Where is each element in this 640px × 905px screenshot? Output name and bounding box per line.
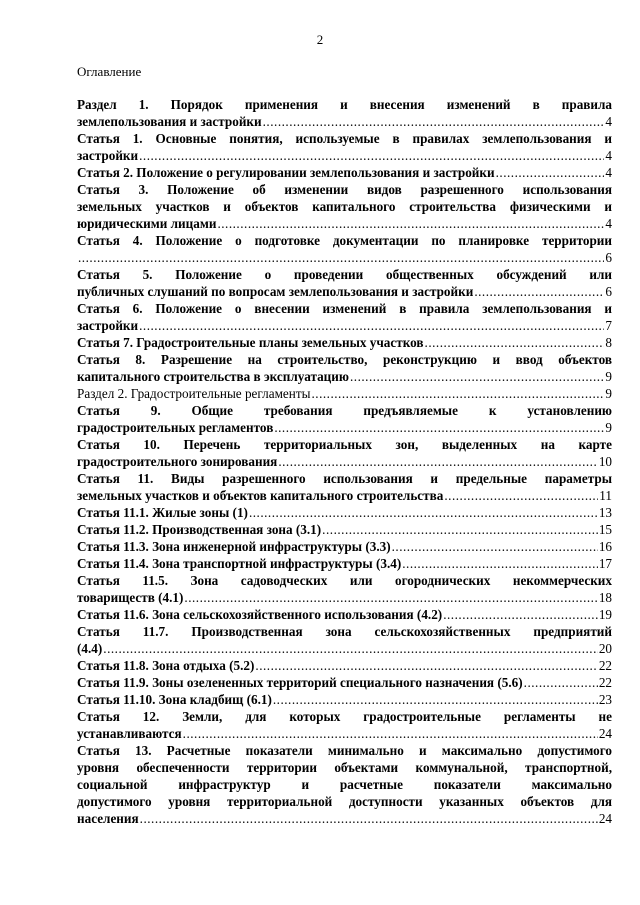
toc-entry[interactable]: [77, 606, 612, 623]
toc-entry-title: Статья 11.3. Зона инженерной инфраструктуры (3.3): [77, 539, 391, 554]
toc-entry-last-line: [77, 657, 612, 674]
toc-entry-page: 7: [605, 318, 612, 333]
toc-entry-last-line: [77, 113, 612, 130]
dot-leader: [350, 368, 604, 385]
toc-entry-last-line: [77, 368, 612, 385]
toc-entry-last-line: [77, 385, 612, 402]
toc-entry-last-line: [77, 487, 612, 504]
toc-entry-line: допустимого уровня территориальной доступности указанных объектов для: [77, 794, 612, 809]
toc-entry[interactable]: [77, 674, 612, 691]
toc-entry-last-line: [77, 164, 612, 181]
toc-entry[interactable]: [77, 181, 612, 232]
toc-entry[interactable]: [77, 470, 612, 504]
toc-entry[interactable]: [77, 504, 612, 521]
toc-entry-title: Статья 2. Положение о регулировании землепользования и застройки: [77, 165, 495, 180]
toc-entry-last-line: [77, 691, 612, 708]
toc-entry-line: Статья 3. Положение об изменении видов разрешенного использования: [77, 182, 612, 197]
dot-leader: [78, 249, 604, 266]
toc-entry-last-line: [77, 521, 612, 538]
toc-entry-page: 9: [605, 369, 612, 384]
toc-entry-line: Статья 12. Земли, для которых градостроительные регламенты не: [77, 709, 612, 724]
toc-entry-page: 20: [598, 641, 612, 656]
dot-leader: [273, 691, 598, 708]
toc-entry-last-line: [77, 674, 612, 691]
toc-entry-line: Статья 11. Виды разрешенного использования и предельные параметры: [77, 471, 612, 486]
toc-entry-line: Раздел 1. Порядок применения и внесения изменений в правила: [77, 97, 612, 112]
toc-entry-page: 6: [605, 284, 612, 299]
toc-entry[interactable]: [77, 385, 612, 402]
toc-entry-last-line: [77, 810, 612, 827]
toc-entry[interactable]: [77, 402, 612, 436]
toc-entry-title: застройки: [77, 148, 139, 163]
toc-entry[interactable]: [77, 232, 612, 266]
toc-entry-page: 19: [598, 607, 612, 622]
dot-leader: [524, 674, 598, 691]
toc-entry-page: 13: [598, 505, 612, 520]
toc-entry[interactable]: [77, 300, 612, 334]
toc-entry-title: градостроительного зонирования: [77, 454, 278, 469]
toc-entry-title: градостроительных регламентов: [77, 420, 274, 435]
table-of-contents: [77, 96, 612, 827]
toc-entry-page: 6: [605, 250, 612, 265]
toc-entry-page: 10: [598, 454, 612, 469]
dot-leader: [140, 810, 598, 827]
toc-entry-title: Статья 11.6. Зона сельскохозяйственного использования (4.2): [77, 607, 443, 622]
toc-entry-line: Статья 6. Положение о внесении изменений в правила землепользования и: [77, 301, 612, 316]
toc-entry-title: Статья 11.8. Зона отдыха (5.2): [77, 658, 255, 673]
toc-entry-page: 8: [605, 335, 612, 350]
toc-entry-page: 17: [598, 556, 612, 571]
toc-entry[interactable]: [77, 657, 612, 674]
dot-leader: [443, 606, 598, 623]
toc-entry-title: товариществ (4.1): [77, 590, 184, 605]
toc-entry-title: Статья 11.4. Зона транспортной инфраструктуры (3.4): [77, 556, 402, 571]
toc-heading: Оглавление: [77, 64, 142, 79]
toc-entry-page: 4: [605, 216, 612, 231]
toc-entry-last-line: [77, 317, 612, 334]
toc-entry-last-line: [77, 555, 612, 572]
dot-leader: [255, 657, 597, 674]
toc-entry-last-line: [77, 504, 612, 521]
toc-entry-title: публичных слушаний по вопросам землепользования и застройки: [77, 284, 474, 299]
toc-entry-title: Раздел 2. Градостроительные регламенты: [77, 386, 311, 401]
toc-entry[interactable]: [77, 572, 612, 606]
toc-entry[interactable]: [77, 623, 612, 657]
toc-entry-line: Статья 8. Разрешение на строительство, реконструкцию и ввод объектов: [77, 352, 612, 367]
dot-leader: [278, 453, 598, 470]
toc-entry-line: Статья 11.7. Производственная зона сельскохозяйственных предприятий: [77, 624, 612, 639]
toc-entry[interactable]: [77, 164, 612, 181]
toc-entry-last-line: [77, 419, 612, 436]
dot-leader: [249, 504, 598, 521]
toc-entry-last-line: [77, 215, 612, 232]
toc-entry-page: 22: [598, 658, 612, 673]
toc-entry-last-line: [77, 725, 612, 742]
toc-entry-title: Статья 11.10. Зона кладбищ (6.1): [77, 692, 272, 707]
toc-entry-last-line: [77, 538, 612, 555]
toc-entry-page: 4: [605, 114, 612, 129]
dot-leader: [444, 487, 598, 504]
toc-entry[interactable]: [77, 351, 612, 385]
toc-entry-page: 9: [605, 386, 612, 401]
toc-entry-title: устанавливаются: [77, 726, 182, 741]
toc-entry[interactable]: [77, 130, 612, 164]
dot-leader: [263, 113, 605, 130]
toc-entry-line: Статья 9. Общие требования предъявляемые к установлению: [77, 403, 612, 418]
toc-entry-page: 11: [599, 488, 612, 503]
toc-entry-line: Статья 5. Положение о проведении общественных обсуждений или: [77, 267, 612, 282]
dot-leader: [274, 419, 604, 436]
dot-leader: [183, 725, 598, 742]
dot-leader: [474, 283, 604, 300]
toc-entry-title: (4.4): [77, 641, 103, 656]
dot-leader: [103, 640, 598, 657]
toc-entry-page: 16: [598, 539, 612, 554]
dot-leader: [139, 147, 604, 164]
dot-leader: [322, 521, 598, 538]
toc-entry-page: 18: [598, 590, 612, 605]
toc-entry[interactable]: [77, 96, 612, 130]
toc-entry-line: социальной инфраструктур и расчетные показатели максимально: [77, 777, 612, 792]
toc-entry-title: землепользования и застройки: [77, 114, 262, 129]
toc-entry-title: Статья 11.1. Жилые зоны (1): [77, 505, 248, 520]
dot-leader: [425, 334, 605, 351]
toc-entry-last-line: [77, 606, 612, 623]
toc-entry-last-line: [77, 334, 612, 351]
toc-entry-last-line: [77, 283, 612, 300]
toc-entry[interactable]: [77, 521, 612, 538]
toc-entry-page: 4: [605, 165, 612, 180]
toc-entry[interactable]: [77, 538, 612, 555]
toc-entry-line: Статья 1. Основные понятия, используемые в правилах землепользования и: [77, 131, 612, 146]
toc-entry-last-line: [77, 640, 612, 657]
toc-entry-page: 22: [598, 675, 612, 690]
toc-entry-last-line: [77, 589, 612, 606]
dot-leader: [311, 385, 604, 402]
toc-entry[interactable]: [77, 266, 612, 300]
dot-leader: [392, 538, 598, 555]
toc-entry[interactable]: [77, 555, 612, 572]
toc-entry[interactable]: [77, 691, 612, 708]
toc-entry-line: Статья 13. Расчетные показатели минимально и максимально допустимого: [77, 743, 612, 758]
toc-entry-last-line: [77, 453, 612, 470]
toc-entry[interactable]: [77, 742, 612, 827]
toc-entry[interactable]: [77, 708, 612, 742]
dot-leader: [402, 555, 598, 572]
toc-entry-line: Статья 11.5. Зона садоводческих или огороднических некоммерческих: [77, 573, 612, 588]
toc-entry-line: уровня обеспеченности территории объектами коммунальной, транспортной,: [77, 760, 612, 775]
dot-leader: [139, 317, 604, 334]
toc-entry-title: Статья 11.9. Зоны озелененных территорий специального назначения (5.6): [77, 675, 523, 690]
toc-entry-line: Статья 10. Перечень территориальных зон, выделенных на карте: [77, 437, 612, 452]
toc-entry-last-line: [77, 147, 612, 164]
toc-entry-title: земельных участков и объектов капитального строительства: [77, 488, 444, 503]
toc-entry-title: застройки: [77, 318, 139, 333]
toc-entry-page: 9: [605, 420, 612, 435]
toc-entry-line: земельных участков и объектов капитального строительства физическими и: [77, 199, 612, 214]
dot-leader: [217, 215, 604, 232]
dot-leader: [496, 164, 605, 181]
toc-entry-page: 24: [598, 811, 612, 826]
toc-entry-page: 23: [598, 692, 612, 707]
toc-entry-title: капитального строительства в эксплуатацию: [77, 369, 349, 384]
dot-leader: [184, 589, 597, 606]
page-number: 2: [316, 32, 324, 47]
toc-entry-line: Статья 4. Положение о подготовке документации по планировке территории: [77, 233, 612, 248]
toc-entry-page: 15: [598, 522, 612, 537]
toc-entry-title: Статья 11.2. Производственная зона (3.1): [77, 522, 322, 537]
toc-entry-title: Статья 7. Градостроительные планы земельных участков: [77, 335, 424, 350]
toc-entry[interactable]: [77, 436, 612, 470]
toc-entry-last-line: [77, 249, 612, 266]
toc-entry-title: населения: [77, 811, 139, 826]
toc-entry[interactable]: [77, 334, 612, 351]
toc-entry-page: 24: [598, 726, 612, 741]
toc-entry-title: юридическими лицами: [77, 216, 217, 231]
toc-entry-page: 4: [605, 148, 612, 163]
